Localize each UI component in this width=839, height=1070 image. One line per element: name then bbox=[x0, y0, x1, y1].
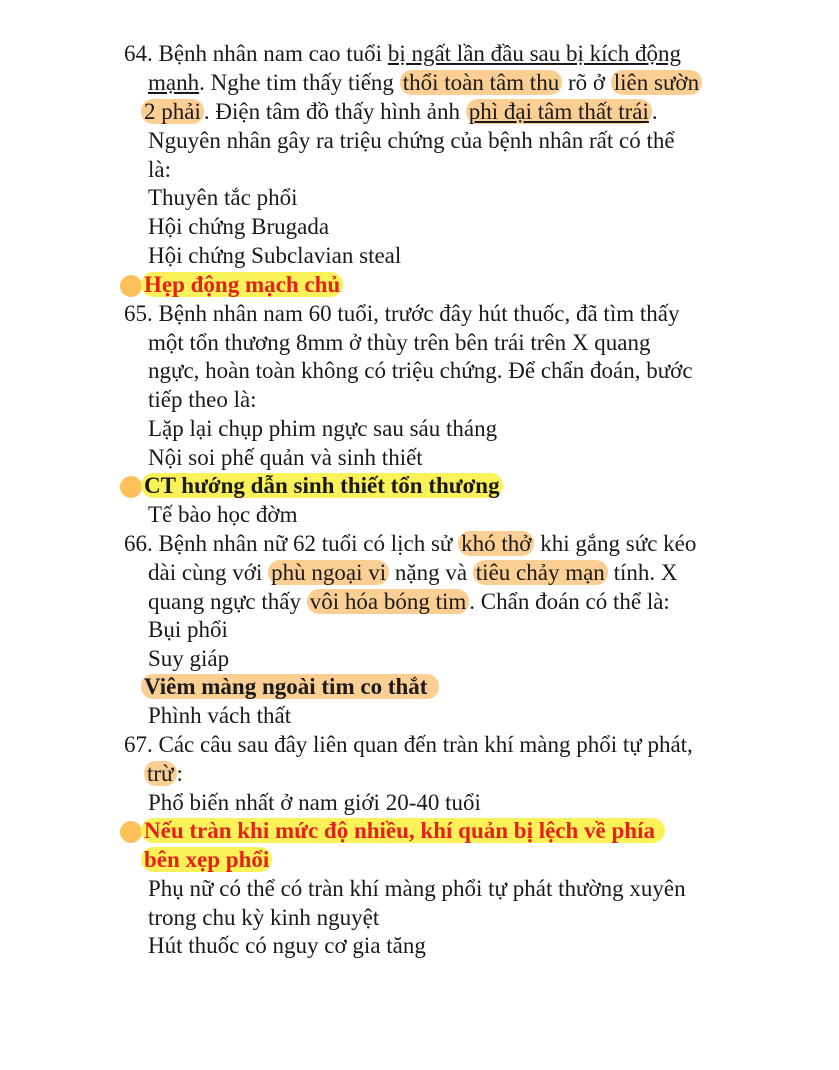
q66-highlight: phù ngoại vi bbox=[268, 560, 389, 585]
q66-text: tính. X bbox=[607, 560, 678, 585]
q64-text: 64. Bệnh nhân nam cao tuổi bbox=[124, 41, 388, 66]
q67-option-3-line-1: Phụ nữ có thể có tràn khí màng phổi tự phát thường xuyên bbox=[148, 876, 686, 901]
annotation-dot bbox=[120, 476, 142, 498]
q64-text: . Nghe tim thấy tiếng bbox=[199, 70, 400, 95]
q65-answer-text: CT hướng dẫn sinh thiết tổn thương bbox=[141, 473, 503, 498]
q66-highlight: tiêu chảy mạn bbox=[473, 560, 608, 585]
q66-highlight: vôi hóa bóng tim bbox=[307, 589, 470, 614]
q67-answer-line-1 bbox=[141, 817, 665, 846]
q66-option-2: Suy giáp bbox=[148, 646, 230, 671]
q64-line-1 bbox=[124, 40, 681, 69]
q67-answer-text: bên xẹp phổi bbox=[141, 847, 272, 872]
q67-highlight: trừ bbox=[144, 761, 177, 786]
q66-text: . Chẩn đoán có thể là: bbox=[469, 589, 670, 614]
q64-answer bbox=[141, 271, 343, 300]
q64-text: . bbox=[651, 99, 658, 124]
q65-option-4: Tế bào học đờm bbox=[148, 502, 298, 527]
q66-line-1 bbox=[124, 530, 696, 559]
q64-underline: bị ngất lần đầu sau bị kích động bbox=[387, 41, 682, 66]
q64-line-5: là: bbox=[148, 157, 171, 182]
q65-line-1: 65. Bệnh nhân nam 60 tuổi, trước đây hút thuốc, đã tìm thấy bbox=[124, 301, 680, 326]
q67-answer-line-2 bbox=[141, 846, 272, 875]
q64-line-3 bbox=[141, 98, 658, 127]
q66-answer bbox=[141, 673, 439, 702]
q66-text: 66. Bệnh nhân nữ 62 tuổi có lịch sử bbox=[124, 531, 459, 556]
q66-text: nặng và bbox=[389, 560, 473, 585]
q66-answer-text: Viêm màng ngoài tim co thắt bbox=[141, 674, 439, 699]
q64-highlight: thổi toàn tâm thu bbox=[400, 70, 563, 95]
q64-highlight: liên sườn bbox=[611, 70, 702, 95]
q64-option-3: Hội chứng Subclavian steal bbox=[148, 243, 402, 268]
q67-option-1: Phổ biến nhất ở nam giới 20-40 tuổi bbox=[148, 790, 481, 815]
q64-underline: mạnh bbox=[148, 70, 200, 95]
q67-line-1: 67. Các câu sau đây liên quan đến tràn khí màng phổi tự phát, bbox=[124, 732, 693, 757]
q67-option-3-line-2: trong chu kỳ kinh nguyệt bbox=[148, 905, 380, 930]
q64-answer-text: Hẹp động mạch chủ bbox=[141, 272, 343, 297]
q64-highlight: phì đại tâm thất trái bbox=[466, 99, 652, 124]
q65-line-4: tiếp theo là: bbox=[148, 387, 257, 412]
q64-option-1: Thuyên tắc phổi bbox=[148, 185, 298, 210]
q65-option-2: Nội soi phế quản và sinh thiết bbox=[148, 445, 423, 470]
q64-highlight: 2 phải bbox=[141, 99, 204, 124]
q64-text: rõ ở bbox=[562, 70, 611, 95]
q66-text: dài cùng với bbox=[148, 560, 269, 585]
q67-answer-text: Nếu tràn khi mức độ nhiều, khí quản bị lệch về phía bbox=[141, 818, 665, 843]
q65-option-1: Lặp lại chụp phim ngực sau sáu tháng bbox=[148, 416, 498, 441]
q67-line-2 bbox=[144, 760, 183, 789]
q66-option-1: Bụi phổi bbox=[148, 617, 228, 642]
q66-line-3 bbox=[148, 588, 670, 617]
q64-option-2: Hội chứng Brugada bbox=[148, 214, 330, 239]
q65-line-3: ngực, hoàn toàn không có triệu chứng. Để chẩn đoán, bước bbox=[148, 358, 693, 383]
q66-highlight: khó thở bbox=[458, 531, 534, 556]
q66-option-4: Phình vách thất bbox=[148, 703, 292, 728]
q66-text: quang ngực thấy bbox=[148, 589, 307, 614]
q66-text: khi gắng sức kéo bbox=[534, 531, 697, 556]
q67-option-4: Hút thuốc có nguy cơ gia tăng bbox=[148, 933, 426, 958]
q66-line-2 bbox=[148, 559, 677, 588]
q64-text: . Điện tâm đồ thấy hình ảnh bbox=[203, 99, 466, 124]
annotation-dot bbox=[120, 821, 142, 843]
q65-answer bbox=[141, 472, 503, 501]
q64-line-2 bbox=[148, 69, 702, 98]
q67-text: : bbox=[176, 761, 183, 786]
annotation-dot bbox=[120, 275, 142, 297]
q65-line-2: một tổn thương 8mm ở thùy trên bên trái trên X quang bbox=[148, 330, 651, 355]
q64-line-4: Nguyên nhân gây ra triệu chứng của bệnh nhân rất có thể bbox=[148, 128, 675, 153]
